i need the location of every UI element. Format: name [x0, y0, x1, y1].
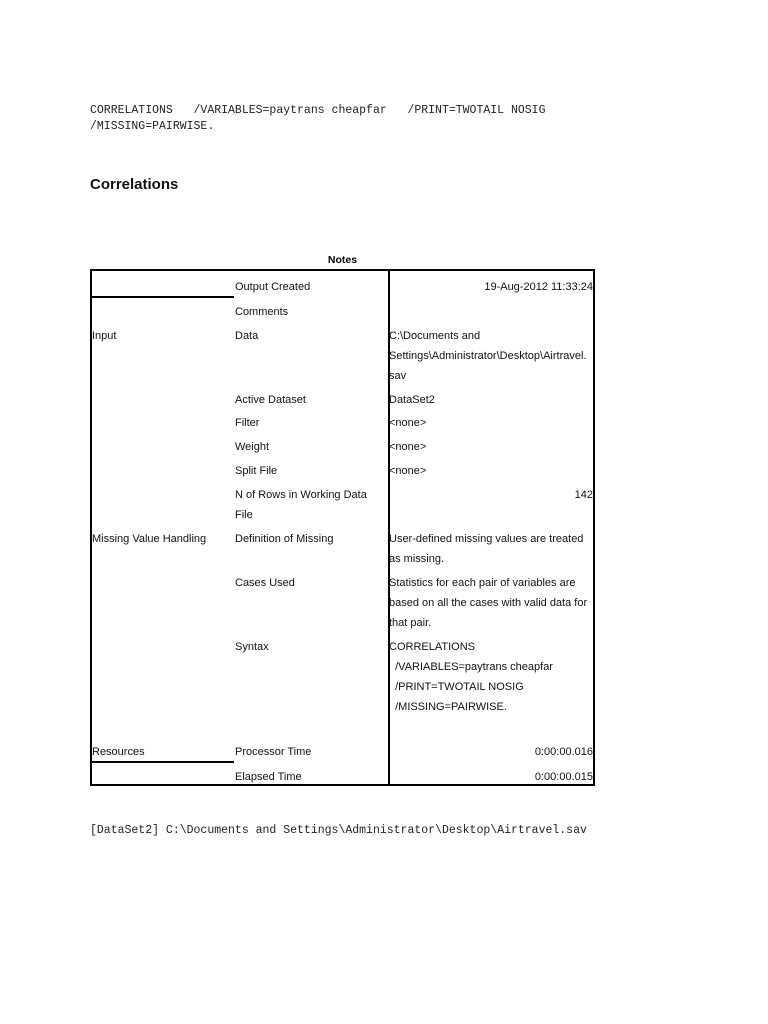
- value-filter: <none>: [389, 417, 427, 429]
- value-data-line-3: sav: [389, 370, 407, 382]
- value-cases-used-line-1: Statistics for each pair of variables are: [389, 577, 576, 589]
- value-output-created: 19-Aug-2012 11:33:24: [484, 281, 593, 293]
- value-weight: <none>: [389, 441, 427, 453]
- syntax-command-line-1: CORRELATIONS /VARIABLES=paytrans cheapfar /PRINT=TWOTAIL NOSIG: [90, 104, 546, 117]
- group-missing-value-handling: Missing Value Handling: [92, 533, 207, 545]
- label-filter: Filter: [235, 417, 260, 429]
- value-active-dataset: DataSet2: [389, 394, 435, 406]
- value-split-file: <none>: [389, 465, 427, 477]
- label-n-rows-line-2: File: [235, 509, 253, 521]
- value-data-line-2: Settings\Administrator\Desktop\Airtravel.: [389, 350, 587, 362]
- label-syntax: Syntax: [235, 641, 269, 653]
- value-syntax-line-2: /VARIABLES=paytrans cheapfar: [389, 661, 553, 673]
- label-active-dataset: Active Dataset: [235, 394, 306, 406]
- value-processor-time: 0:00:00.016: [534, 746, 593, 758]
- value-cases-used-line-2: based on all the cases with valid data for: [389, 597, 588, 609]
- label-weight: Weight: [235, 441, 270, 453]
- label-definition-of-missing: Definition of Missing: [235, 533, 334, 545]
- value-n-rows: 142: [574, 489, 593, 501]
- label-processor-time: Processor Time: [235, 746, 312, 758]
- label-comments: Comments: [235, 306, 289, 318]
- label-cases-used: Cases Used: [235, 577, 295, 589]
- syntax-command-line-2: /MISSING=PAIRWISE.: [90, 120, 215, 133]
- group-resources: Resources: [92, 746, 145, 758]
- value-syntax-line-4: /MISSING=PAIRWISE.: [389, 701, 507, 713]
- value-definition-of-missing-line-1: User-defined missing values are treated: [389, 533, 584, 545]
- row-divider-top: [92, 296, 234, 298]
- section-title: Correlations: [90, 176, 179, 193]
- dataset-path-line: [DataSet2] C:\Documents and Settings\Administrator\Desktop\Airtravel.sav: [90, 824, 587, 837]
- value-elapsed-time: 0:00:00.015: [534, 771, 593, 783]
- syntax-command: [90, 103, 545, 135]
- value-syntax-line-1: CORRELATIONS: [389, 641, 475, 653]
- value-data-line-1: C:\Documents and: [389, 330, 481, 342]
- value-cases-used-line-3: that pair.: [389, 617, 432, 629]
- value-definition-of-missing-line-2: as missing.: [389, 553, 445, 565]
- group-input: Input: [92, 330, 117, 342]
- value-syntax-line-3: /PRINT=TWOTAIL NOSIG: [389, 681, 524, 693]
- label-split-file: Split File: [235, 465, 278, 477]
- label-elapsed-time: Elapsed Time: [235, 771, 302, 783]
- notes-table: [90, 269, 595, 786]
- label-n-rows-line-1: N of Rows in Working Data: [235, 489, 367, 501]
- notes-table-title: Notes: [327, 254, 358, 266]
- label-output-created: Output Created: [235, 281, 311, 293]
- label-data: Data: [235, 330, 259, 342]
